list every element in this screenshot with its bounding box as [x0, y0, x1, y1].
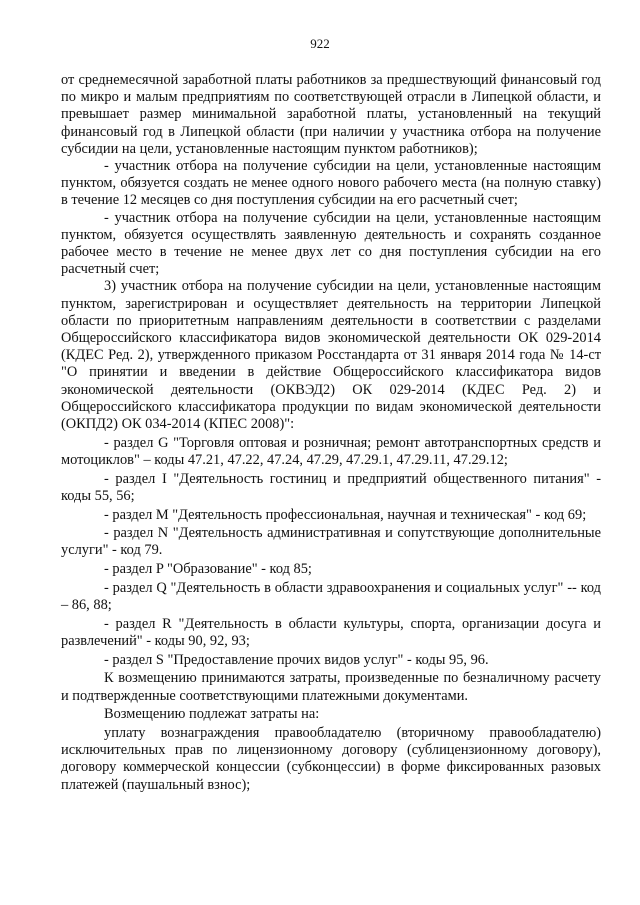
paragraph-continuation: от среднемесячной заработной платы работников за предшествующий финансовый год по микро и малым предприятиям по соответствующей отрасли в Липецкой области, и превышает размер минимальной заработной платы, установленный на текущий финансовый год в Липецкой области (при наличии у участника отбора на получение субсидии на цели, установленные настоящим пунктом работников); — [61, 72, 601, 157]
paragraph-section-m: - раздел M "Деятельность профессиональная, научная и техническая" - код 69; — [104, 506, 587, 523]
paragraph-royalty-costs: уплату вознаграждения правообладателю (вторичному правообладателю) исключительных прав по лицензионному договору (сублицензионному договору), договору коммерческой концессии (субконцессии) в форме фиксированных разовых платежей (паушальный взнос); — [61, 725, 601, 793]
paragraph-section-p: - раздел P "Образование" - код 85; — [104, 561, 312, 578]
paragraph-section-s: - раздел S "Предоставление прочих видов услуг" - коды 95, 96. — [104, 651, 489, 668]
paragraph-section-n: - раздел N "Деятельность административная и сопутствующие дополнительные услуги" - код 79. — [61, 525, 601, 559]
paragraph-section-r: - раздел R "Деятельность в области культуры, спорта, организации досуга и развлечений" - коды 90, 92, 93; — [61, 615, 601, 649]
paragraph-section-q: - раздел Q "Деятельность в области здравоохранения и социальных услуг" -- код – 86, 88; — [61, 579, 601, 614]
document-body — [61, 72, 601, 794]
paragraph-keep-job-condition: - участник отбора на получение субсидии на цели, установленные настоящим пунктом, обязуется осуществлять заявленную деятельность и сохранять созданное рабочее место в течение не менее двух лет со дня поступления субсидии на его расчетный счет; — [61, 209, 601, 278]
paragraph-costs-heading: Возмещению подлежат затраты на: — [104, 706, 320, 723]
paragraph-reimbursement-rule: К возмещению принимаются затраты, произведенные по безналичному расчету и подтвержденные соответствующими платежными документами. — [61, 670, 601, 704]
paragraph-section-i: - раздел I "Деятельность гостиниц и предприятий общественного питания" - коды 55, 56; — [61, 470, 601, 504]
paragraph-new-job-condition: - участник отбора на получение субсидии на цели, установленные настоящим пунктом, обязуется создать не менее одного нового рабочего места (на полную ставку) в течение 12 месяцев со дня поступления субсидии на его расчетный счет; — [61, 158, 601, 209]
page-number: 922 — [310, 36, 330, 51]
paragraph-section-g: - раздел G "Торговля оптовая и розничная; ремонт автотранспортных средств и мотоциклов" – коды 47.21, 47.22, 47.24, 47.29, 47.29.1, 47.29.11, 47.29.12; — [61, 434, 601, 468]
paragraph-item-3: 3) участник отбора на получение субсидии на цели, установленные настоящим пунктом, зарегистрирован и осуществляет деятельность на территории Липецкой области по приоритетным направлениям деятельности в соответствии с разделами Общероссийского классификатора видов экономической деятельности ОК 029-2014 (КДЕС Ред. 2), утвержденного приказом Росстандарта от 31 января 2014 года № 14-ст "О принятии и введении в действие Общероссийского классификатора видов экономической деятельности (ОКВЭД2) ОК 029-2014 (КДЕС Ред. 2) и Общероссийского классификатора продукции по видам экономической деятельности (ОКПД2) ОК 034-2014 (КПЕС 2008)": — [61, 278, 601, 433]
